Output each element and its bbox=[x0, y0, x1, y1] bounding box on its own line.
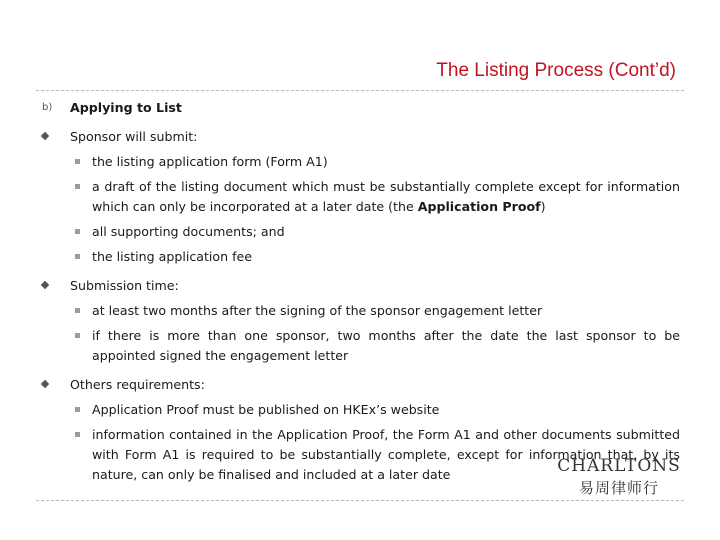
slide-title: The Listing Process (Cont’d) bbox=[436, 60, 676, 81]
top-divider bbox=[36, 90, 684, 91]
diamond-bullet-icon bbox=[42, 276, 48, 296]
square-bullet-icon bbox=[75, 432, 80, 437]
square-bullet-icon bbox=[75, 229, 80, 234]
sub-bullet: Application Proof must be published on HKEx’s website bbox=[40, 400, 680, 420]
section-marker: b) bbox=[42, 102, 53, 113]
bullet-label: Submission time: bbox=[70, 278, 179, 293]
sub-bullet: the listing application fee bbox=[40, 247, 680, 267]
sub-bullet: if there is more than one sponsor, two months after the date the last sponsor to be appointed signed the engagement letter bbox=[40, 326, 680, 366]
logo-text-cn: 易周律师行 bbox=[578, 479, 659, 497]
sub-bullet: the listing application form (Form A1) bbox=[40, 152, 680, 172]
bullet-point bbox=[40, 375, 680, 395]
bullet-point bbox=[40, 127, 680, 147]
logo-text-en: CHARLTONS bbox=[557, 456, 681, 476]
bullet-point bbox=[40, 276, 680, 296]
diamond-bullet-icon bbox=[42, 127, 48, 147]
sub-bullet: all supporting documents; and bbox=[40, 222, 680, 242]
square-bullet-icon bbox=[75, 308, 80, 313]
sub-bullet: a draft of the listing document which must be substantially complete except for information which can only be incorporated at a later date (the Application Proof) bbox=[40, 177, 680, 217]
square-bullet-icon bbox=[75, 159, 80, 164]
square-bullet-icon bbox=[75, 254, 80, 259]
diamond-bullet-icon bbox=[42, 375, 48, 395]
bullet-label: Sponsor will submit: bbox=[70, 129, 198, 144]
bullet-label: Others requirements: bbox=[70, 377, 205, 392]
sub-bullet: at least two months after the signing of the sponsor engagement letter bbox=[40, 301, 680, 321]
square-bullet-icon bbox=[75, 407, 80, 412]
slide-content bbox=[40, 98, 680, 485]
bottom-divider bbox=[36, 500, 684, 501]
square-bullet-icon bbox=[75, 333, 80, 338]
square-bullet-icon bbox=[75, 184, 80, 189]
section-heading: Applying to List bbox=[70, 100, 182, 115]
section-heading-row bbox=[40, 98, 680, 118]
sub-bullet: information contained in the Application Proof, the Form A1 and other documents submitted with Form A1 is required to be substantially complete, except for information that, by its nature, can only be finalised and included at a later date bbox=[40, 425, 680, 485]
charltons-logo bbox=[555, 456, 683, 496]
